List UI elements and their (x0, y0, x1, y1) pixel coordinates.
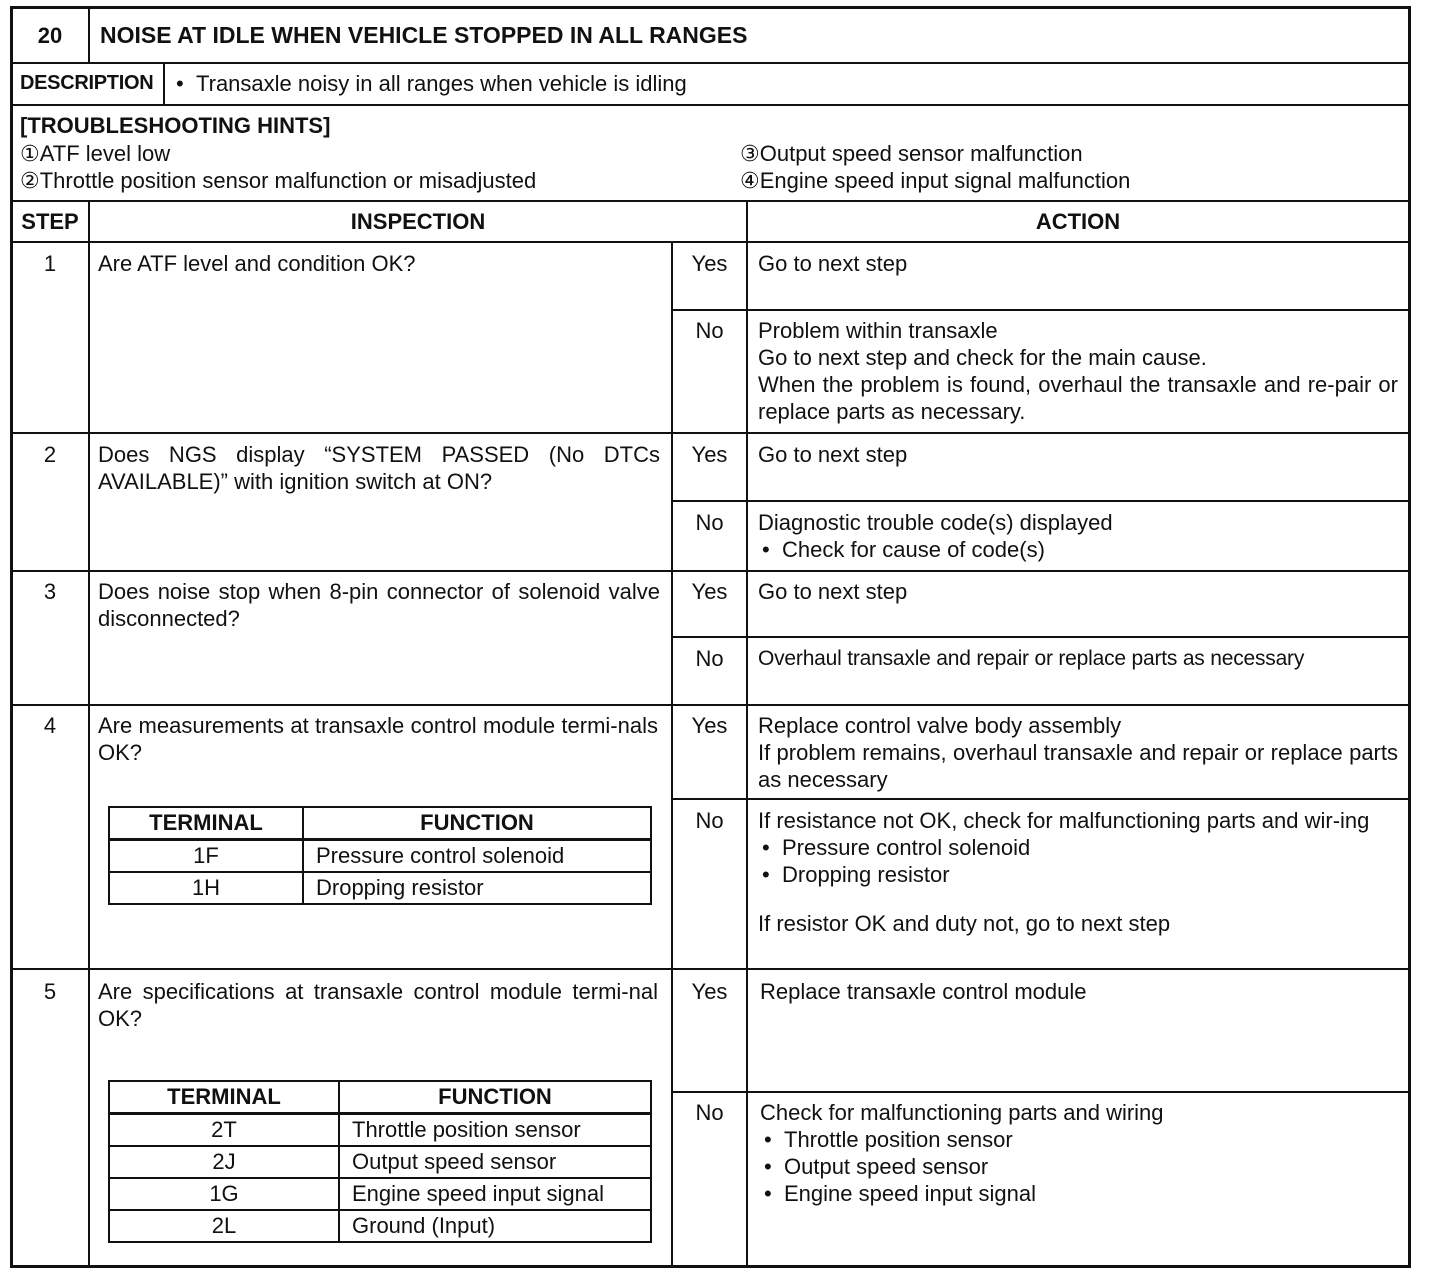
yes-action: Go to next step (758, 579, 908, 604)
hint-item (740, 167, 1130, 194)
table-row (109, 1146, 651, 1178)
hint-text: Output speed sensor malfunction (759, 141, 1083, 166)
hint-item (20, 140, 170, 167)
no-action (758, 509, 1398, 563)
terminal-table (108, 806, 652, 905)
description-label: DESCRIPTION (20, 72, 154, 94)
terminal-cell: 2T (109, 1114, 339, 1147)
hint-item (740, 140, 1083, 167)
hint-text: ATF level low (39, 141, 171, 166)
action-line: If problem remains, overhaul transaxle and repair or replace parts as necessary (758, 740, 1398, 792)
inspection-text: Does noise stop when 8-pin connector of solenoid valve disconnected? (98, 579, 660, 631)
no-label: No (695, 318, 724, 343)
action-line: If resistance not OK, check for malfunctioning parts and wir-ing (758, 808, 1370, 833)
action-line: Go to next step and check for the main cause. (758, 345, 1207, 370)
yes-label: Yes (691, 579, 728, 604)
no-label: No (695, 510, 724, 535)
column-header-step: STEP (21, 209, 79, 234)
terminal-cell: 2J (109, 1146, 339, 1178)
step-number: 1 (43, 251, 57, 276)
terminal-table-header (109, 807, 651, 840)
yes-action: Replace transaxle control module (760, 979, 1087, 1004)
action-line: Replace control valve body assembly (758, 713, 1122, 738)
no-action (758, 317, 1398, 425)
page-title: NOISE AT IDLE WHEN VEHICLE STOPPED IN ALL RANGES (100, 22, 748, 48)
function-header: FUNCTION (339, 1081, 651, 1114)
no-label: No (695, 1100, 724, 1125)
function-cell: Ground (Input) (339, 1210, 651, 1242)
table-row (109, 872, 651, 904)
terminal-cell: 2L (109, 1210, 339, 1242)
no-label: No (695, 808, 724, 833)
hint-item (20, 167, 536, 194)
action-bullet: • Check for cause of code(s) (758, 536, 1398, 563)
hint-text: Throttle position sensor malfunction or misadjusted (39, 168, 537, 193)
column-header-action: ACTION (1035, 209, 1121, 234)
yes-label: Yes (691, 713, 728, 738)
action-line: If resistor OK and duty not, go to next step (758, 911, 1171, 936)
hint-marker: ① (20, 141, 40, 166)
hint-marker: ② (20, 168, 40, 193)
function-header: FUNCTION (303, 807, 651, 840)
terminal-header: TERMINAL (109, 807, 303, 840)
terminal-table (108, 1080, 652, 1243)
terminal-table-header (109, 1081, 651, 1114)
table-row (109, 840, 651, 873)
hints-title: [TROUBLESHOOTING HINTS] (20, 113, 331, 138)
step-number: 4 (43, 713, 57, 738)
function-cell: Output speed sensor (339, 1146, 651, 1178)
action-line: Diagnostic trouble code(s) displayed (758, 510, 1113, 535)
inspection-text: Are specifications at transaxle control module termi-nal OK? (98, 979, 658, 1031)
column-header-inspection: INSPECTION (350, 209, 486, 234)
function-cell: Engine speed input signal (339, 1178, 651, 1210)
yes-action (758, 712, 1398, 793)
procedure-number: 20 (37, 23, 63, 48)
inspection-text: Does NGS display “SYSTEM PASSED (No DTCs AVAILABLE)” with ignition switch at ON? (98, 442, 660, 494)
yes-action: Go to next step (758, 442, 908, 467)
terminal-cell: 1G (109, 1178, 339, 1210)
table-row (109, 1178, 651, 1210)
function-cell: Dropping resistor (303, 872, 651, 904)
yes-action: Go to next step (758, 251, 908, 276)
no-action (758, 807, 1398, 937)
terminal-header: TERMINAL (109, 1081, 339, 1114)
terminal-cell: 1H (109, 872, 303, 904)
action-line: Problem within transaxle (758, 318, 998, 343)
action-line: Check for malfunctioning parts and wiring (760, 1100, 1164, 1125)
action-bullet: • Throttle position sensor (760, 1126, 1400, 1153)
table-row (109, 1210, 651, 1242)
yes-label: Yes (691, 442, 728, 467)
action-bullet: • Output speed sensor (760, 1153, 1400, 1180)
step-number: 2 (43, 442, 57, 467)
hint-text: Engine speed input signal malfunction (759, 168, 1131, 193)
inspection-text: Are measurements at transaxle control module termi-nals OK? (98, 713, 658, 765)
action-bullet: • Pressure control solenoid (758, 834, 1398, 861)
action-line: When the problem is found, overhaul the transaxle and re-pair or replace parts as necessary. (758, 372, 1398, 424)
action-bullet: • Dropping resistor (758, 861, 1398, 888)
terminal-cell: 1F (109, 840, 303, 873)
description-item: • Transaxle noisy in all ranges when vehicle is idling (172, 70, 1440, 97)
hint-marker: ④ (740, 168, 760, 193)
action-bullet: • Engine speed input signal (760, 1180, 1400, 1207)
table-row (109, 1114, 651, 1147)
no-action (760, 1099, 1400, 1207)
yes-label: Yes (691, 979, 728, 1004)
no-label: No (695, 646, 724, 671)
yes-label: Yes (691, 251, 728, 276)
function-cell: Throttle position sensor (339, 1114, 651, 1147)
inspection-text: Are ATF level and condition OK? (98, 251, 416, 276)
step-number: 3 (43, 579, 57, 604)
hint-marker: ③ (740, 141, 760, 166)
no-action: Overhaul transaxle and repair or replace parts as necessary (758, 647, 1305, 670)
step-number: 5 (43, 979, 57, 1004)
function-cell: Pressure control solenoid (303, 840, 651, 873)
